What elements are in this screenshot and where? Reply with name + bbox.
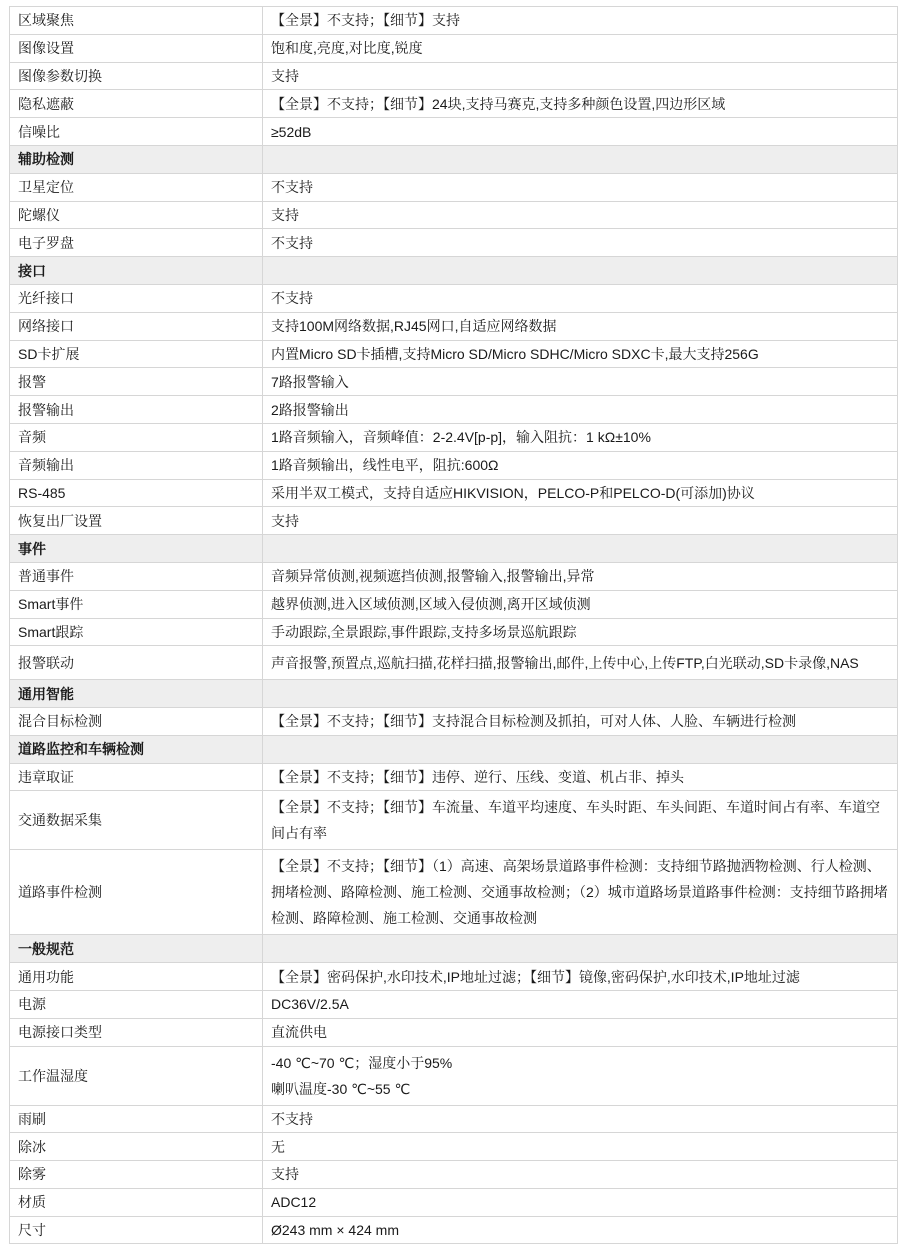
spec-value-line: 喇叭温度-30 ℃~55 ℃ (271, 1080, 411, 1097)
spec-value: 【全景】不支持；【细节】违停、逆行、压线、变道、机占非、掉头 (263, 763, 898, 791)
table-row (10, 284, 898, 312)
table-row (10, 7, 898, 35)
spec-value: 饱和度,亮度,对比度,锐度 (263, 34, 898, 62)
table-row (10, 1216, 898, 1244)
spec-label: 图像参数切换 (10, 62, 263, 90)
table-row (10, 590, 898, 618)
table-row (10, 791, 898, 850)
spec-value: 越界侦测,进入区域侦测,区域入侵侦测,离开区域侦测 (263, 590, 898, 618)
spec-label: 报警 (10, 368, 263, 396)
table-row (10, 763, 898, 791)
table-row (10, 340, 898, 368)
table-row (10, 62, 898, 90)
spec-table-body (10, 7, 898, 1244)
table-row (10, 562, 898, 590)
spec-value: 7路报警输入 (263, 368, 898, 396)
spec-value: 内置Micro SD卡插槽,支持Micro SD/Micro SDHC/Micro SDXC卡,最大支持256G (263, 340, 898, 368)
spec-label: 混合目标检测 (10, 707, 263, 735)
spec-value: 支持 (263, 507, 898, 535)
spec-label: 尺寸 (10, 1216, 263, 1244)
spec-value-line: -40 ℃~70 ℃；湿度小于95% (271, 1054, 453, 1071)
spec-value: 【全景】不支持；【细节】车流量、车道平均速度、车头时距、车头间距、车道时间占有率、车道空间占有率 (263, 791, 898, 850)
spec-value: 【全景】不支持；【细节】支持混合目标检测及抓拍，可对人体、人脸、车辆进行检测 (263, 707, 898, 735)
spec-value: 音频异常侦测,视频遮挡侦测,报警输入,报警输出,异常 (263, 562, 898, 590)
spec-label: 卫星定位 (10, 173, 263, 201)
table-row (10, 1046, 898, 1105)
table-row (10, 34, 898, 62)
spec-value: 采用半双工模式，支持自适应HIKVISION，PELCO-P和PELCO-D(可添加)协议 (263, 479, 898, 507)
spec-value: 2路报警输出 (263, 396, 898, 424)
spec-value: 支持 (263, 201, 898, 229)
spec-label: RS-485 (10, 479, 263, 507)
section-title-spacer (263, 535, 898, 563)
spec-value: ADC12 (263, 1188, 898, 1216)
section-title-spacer (263, 735, 898, 763)
spec-label: 电子罗盘 (10, 229, 263, 257)
table-row (10, 1161, 898, 1189)
spec-label: 恢复出厂设置 (10, 507, 263, 535)
spec-value: 手动跟踪,全景跟踪,事件跟踪,支持多场景巡航跟踪 (263, 618, 898, 646)
section-title-spacer (263, 680, 898, 708)
spec-value: 不支持 (263, 229, 898, 257)
spec-label: 区域聚焦 (10, 7, 263, 35)
table-row (10, 646, 898, 680)
table-row (10, 90, 898, 118)
spec-label: 报警输出 (10, 396, 263, 424)
spec-label: 隐私遮蔽 (10, 90, 263, 118)
table-row (10, 423, 898, 451)
table-row (10, 368, 898, 396)
spec-label: 除雾 (10, 1161, 263, 1189)
table-row (10, 118, 898, 146)
section-title: 辅助检测 (10, 145, 263, 173)
table-row (10, 312, 898, 340)
table-row (10, 173, 898, 201)
table-row (10, 396, 898, 424)
section-header-row (10, 257, 898, 285)
section-title: 道路监控和车辆检测 (10, 735, 263, 763)
table-row (10, 707, 898, 735)
spec-value: Ø243 mm × 424 mm (263, 1216, 898, 1244)
spec-value: 【全景】密码保护,水印技术,IP地址过滤；【细节】镜像,密码保护,水印技术,IP地址过滤 (263, 963, 898, 991)
spec-value: 不支持 (263, 173, 898, 201)
spec-label: 违章取证 (10, 763, 263, 791)
spec-label: 材质 (10, 1188, 263, 1216)
section-title-spacer (263, 935, 898, 963)
table-row (10, 451, 898, 479)
section-title-spacer (263, 145, 898, 173)
spec-label: 音频输出 (10, 451, 263, 479)
spec-label: 信噪比 (10, 118, 263, 146)
spec-value: 【全景】不支持；【细节】支持 (263, 7, 898, 35)
spec-value: ≥52dB (263, 118, 898, 146)
spec-label: 电源 (10, 990, 263, 1018)
spec-label: 音频 (10, 423, 263, 451)
spec-label: Smart跟踪 (10, 618, 263, 646)
spec-value: 【全景】不支持；【细节】（1）高速、高架场景道路事件检测：支持细节路抛洒物检测、行人检测、拥堵检测、路障检测、施工检测、交通事故检测；（2）城市道路场景道路事件检测：支持细节路拥堵检测、路障检测、施工检测、交通事故检测 (263, 850, 898, 935)
table-row (10, 1188, 898, 1216)
table-row (10, 507, 898, 535)
spec-label: 普通事件 (10, 562, 263, 590)
table-row (10, 850, 898, 935)
spec-label: 电源接口类型 (10, 1018, 263, 1046)
spec-value: 支持 (263, 1161, 898, 1189)
spec-value: 无 (263, 1133, 898, 1161)
spec-value: 声音报警,预置点,巡航扫描,花样扫描,报警输出,邮件,上传中心,上传FTP,白光联动,SD卡录像,NAS (263, 646, 898, 680)
section-header-row (10, 535, 898, 563)
spec-value (263, 1046, 898, 1105)
spec-value: 支持 (263, 62, 898, 90)
spec-value: 直流供电 (263, 1018, 898, 1046)
section-header-row (10, 145, 898, 173)
table-row (10, 201, 898, 229)
spec-label: 工作温湿度 (10, 1046, 263, 1105)
spec-value: DC36V/2.5A (263, 990, 898, 1018)
spec-label: 雨刷 (10, 1105, 263, 1133)
spec-value: 不支持 (263, 1105, 898, 1133)
spec-label: SD卡扩展 (10, 340, 263, 368)
spec-value: 1路音频输入，音频峰值：2-2.4V[p-p]，输入阻抗：1 kΩ±10% (263, 423, 898, 451)
table-row (10, 990, 898, 1018)
table-row (10, 479, 898, 507)
table-row (10, 229, 898, 257)
spec-label: Smart事件 (10, 590, 263, 618)
spec-label: 报警联动 (10, 646, 263, 680)
table-row (10, 1133, 898, 1161)
table-row (10, 1018, 898, 1046)
spec-label: 陀螺仪 (10, 201, 263, 229)
section-header-row (10, 735, 898, 763)
table-row (10, 618, 898, 646)
section-title: 接口 (10, 257, 263, 285)
section-header-row (10, 680, 898, 708)
section-title-spacer (263, 257, 898, 285)
section-title: 事件 (10, 535, 263, 563)
spec-label: 图像设置 (10, 34, 263, 62)
section-title: 一般规范 (10, 935, 263, 963)
spec-label: 交通数据采集 (10, 791, 263, 850)
spec-label: 除冰 (10, 1133, 263, 1161)
section-title: 通用智能 (10, 680, 263, 708)
section-header-row (10, 935, 898, 963)
spec-label: 网络接口 (10, 312, 263, 340)
table-row (10, 1105, 898, 1133)
table-row (10, 963, 898, 991)
spec-value: 【全景】不支持；【细节】24块,支持马赛克,支持多种颜色设置,四边形区域 (263, 90, 898, 118)
spec-value: 支持100M网络数据,RJ45网口,自适应网络数据 (263, 312, 898, 340)
spec-label: 光纤接口 (10, 284, 263, 312)
spec-table (9, 6, 898, 1244)
spec-label: 通用功能 (10, 963, 263, 991)
spec-value: 不支持 (263, 284, 898, 312)
spec-label: 道路事件检测 (10, 850, 263, 935)
spec-value: 1路音频输出，线性电平，阻抗:600Ω (263, 451, 898, 479)
